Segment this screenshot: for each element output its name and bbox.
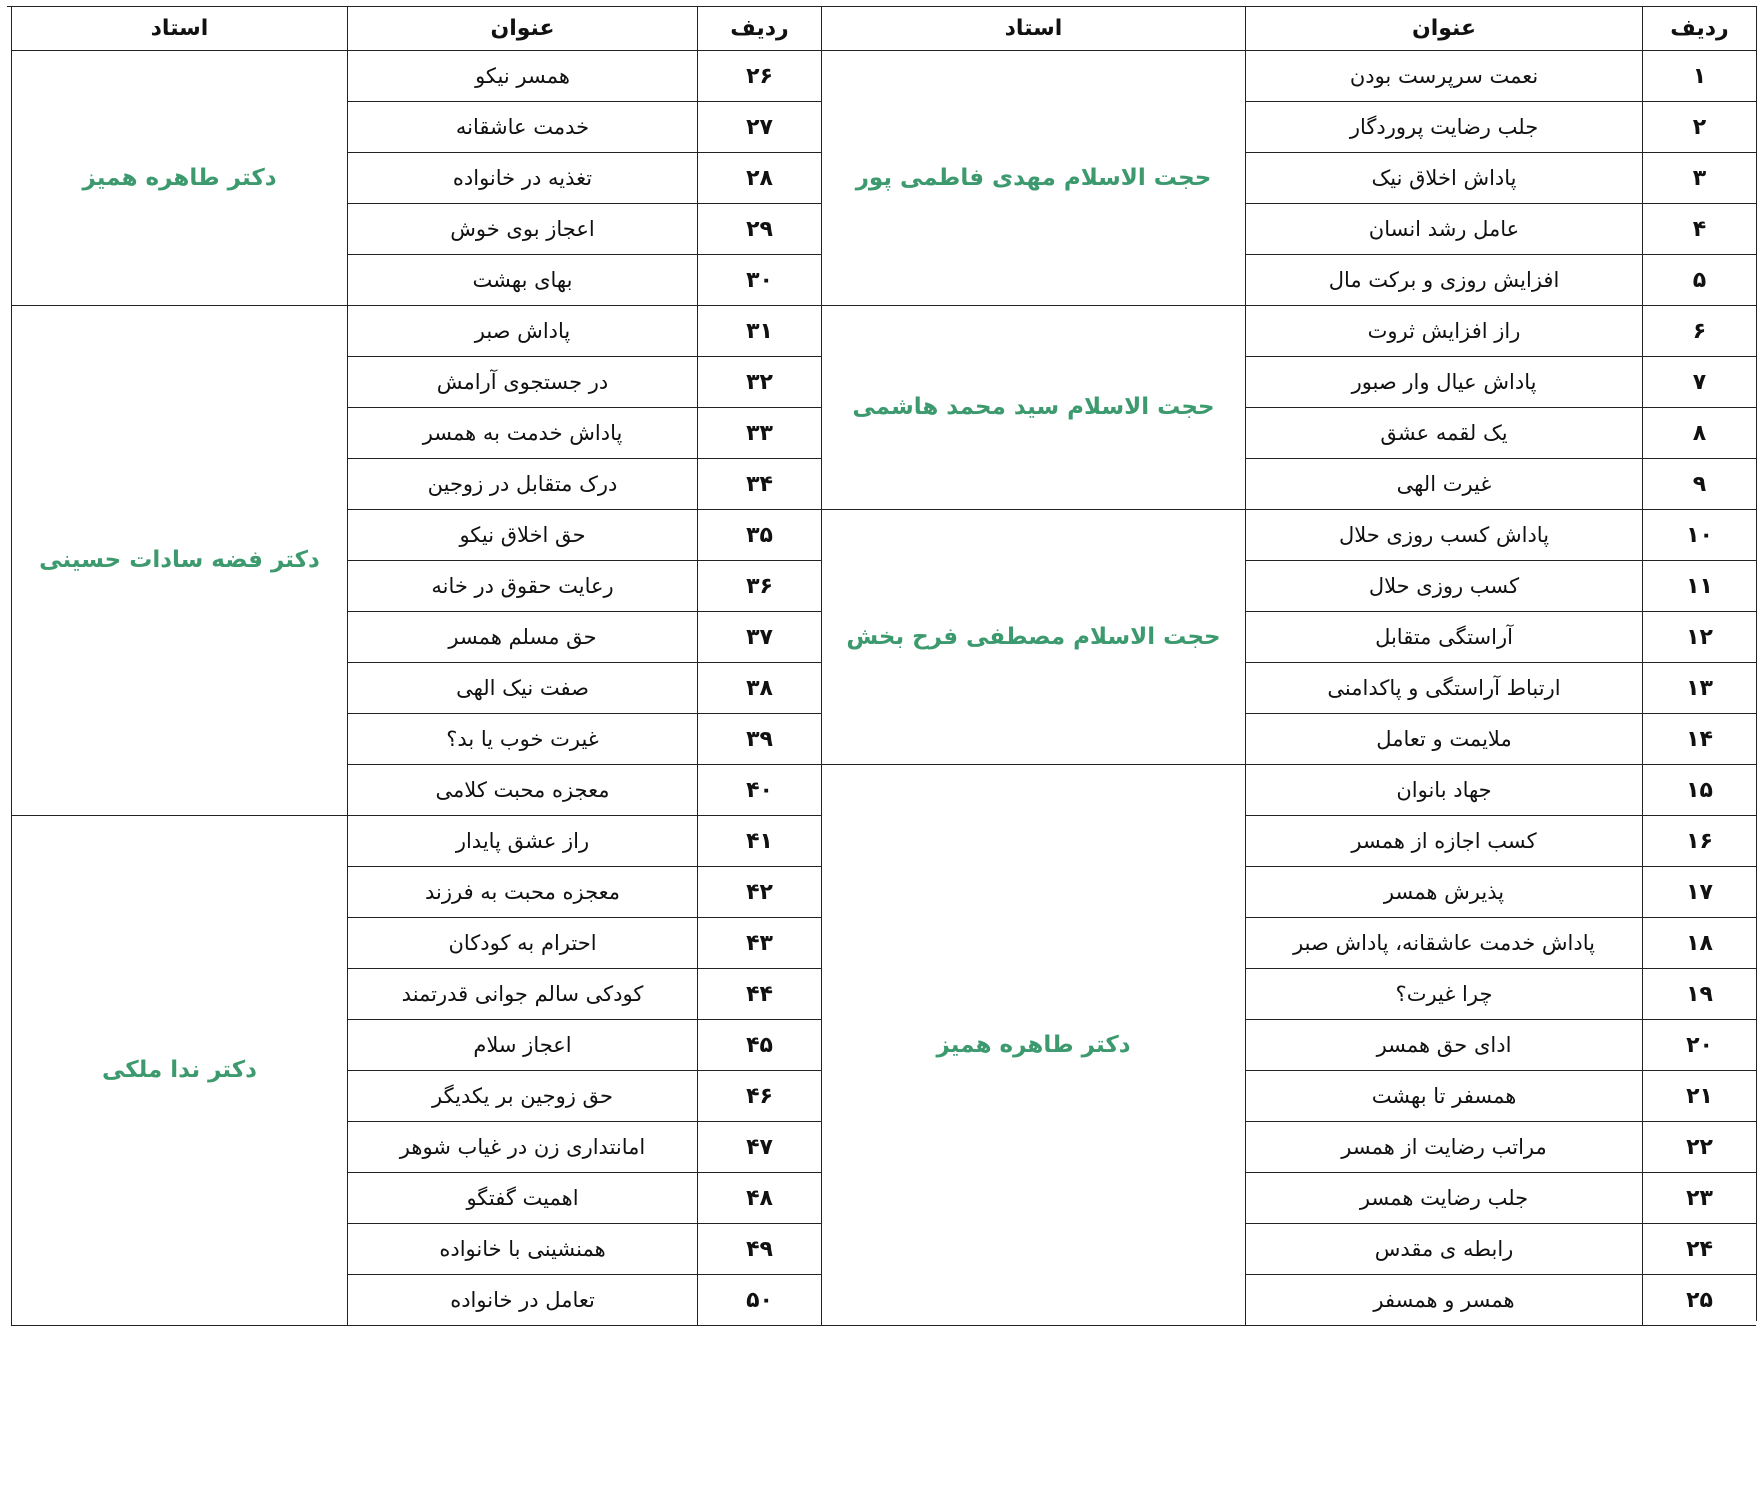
row-number-cell: ۳۴ [697,459,821,510]
row-number-cell: ۴۸ [697,1173,821,1224]
header-title-right: عنوان [1245,7,1642,51]
session-title-cell: پاداش خدمت به همسر [347,408,697,459]
session-title-cell: افزایش روزی و برکت مال [1245,255,1642,306]
session-title-cell: بهای بهشت [347,255,697,306]
row-number-cell: ۴۷ [697,1122,821,1173]
header-title-left: عنوان [347,7,697,51]
row-number-cell: ۲ [1642,102,1756,153]
row-number-cell: ۲۸ [697,153,821,204]
row-number-cell: ۳ [1642,153,1756,204]
row-number-cell: ۴۴ [697,969,821,1020]
header-row-number-right: ردیف [1642,7,1756,51]
row-number-cell: ۱۶ [1642,816,1756,867]
row-number-cell: ۳۱ [697,306,821,357]
session-title-cell: احترام به کودکان [347,918,697,969]
session-title-cell: درک متقابل در زوجین [347,459,697,510]
course-table [7,6,1757,1321]
row-number-cell: ۱۵ [1642,765,1756,816]
row-number-cell: ۲۷ [697,102,821,153]
row-number-cell: ۱۲ [1642,612,1756,663]
teacher-cell: حجت الاسلام سید محمد هاشمی [821,306,1245,510]
session-title-cell: در جستجوی آرامش [347,357,697,408]
session-title-cell: معجزه محبت به فرزند [347,867,697,918]
session-title-cell: عامل رشد انسان [1245,204,1642,255]
row-number-cell: ۴۵ [697,1020,821,1071]
session-title-cell: همسر نیکو [347,51,697,102]
session-title-cell: پاداش عیال وار صبور [1245,357,1642,408]
session-title-cell: پاداش کسب روزی حلال [1245,510,1642,561]
header-teacher-left: استاد [11,7,347,51]
session-title-cell: همنشینی با خانواده [347,1224,697,1275]
row-number-cell: ۱۰ [1642,510,1756,561]
row-number-cell: ۴۶ [697,1071,821,1122]
row-number-cell: ۱۸ [1642,918,1756,969]
row-number-cell: ۴۹ [697,1224,821,1275]
session-title-cell: کسب روزی حلال [1245,561,1642,612]
session-title-cell: حق زوجین بر یکدیگر [347,1071,697,1122]
session-title-cell: حق مسلم همسر [347,612,697,663]
session-title-cell: امانتداری زن در غیاب شوهر [347,1122,697,1173]
session-title-cell: مراتب رضایت از همسر [1245,1122,1642,1173]
row-number-cell: ۲۴ [1642,1224,1756,1275]
teacher-cell: دکتر ندا ملکی [11,816,347,1326]
session-title-cell: پاداش خدمت عاشقانه، پاداش صبر [1245,918,1642,969]
row-number-cell: ۳۸ [697,663,821,714]
session-title-cell: همسفر تا بهشت [1245,1071,1642,1122]
session-title-cell: رابطه ی مقدس [1245,1224,1642,1275]
row-number-cell: ۱۹ [1642,969,1756,1020]
row-number-cell: ۳۲ [697,357,821,408]
session-title-cell: اعجاز سلام [347,1020,697,1071]
session-title-cell: جهاد بانوان [1245,765,1642,816]
row-number-cell: ۳۳ [697,408,821,459]
session-title-cell: پذیرش همسر [1245,867,1642,918]
row-number-cell: ۱۴ [1642,714,1756,765]
header-teacher-right: استاد [821,7,1245,51]
row-number-cell: ۷ [1642,357,1756,408]
row-number-cell: ۴۰ [697,765,821,816]
session-title-cell: کسب اجازه از همسر [1245,816,1642,867]
row-number-cell: ۳۰ [697,255,821,306]
row-number-cell: ۱۷ [1642,867,1756,918]
row-number-cell: ۲۶ [697,51,821,102]
teacher-cell: دکتر طاهره همیز [821,765,1245,1326]
row-number-cell: ۲۹ [697,204,821,255]
row-number-cell: ۵۰ [697,1275,821,1326]
session-title-cell: چرا غیرت؟ [1245,969,1642,1020]
session-title-cell: یک لقمه عشق [1245,408,1642,459]
row-number-cell: ۲۳ [1642,1173,1756,1224]
row-number-cell: ۴۲ [697,867,821,918]
session-title-cell: همسر و همسفر [1245,1275,1642,1326]
teacher-cell: حجت الاسلام مصطفی فرح بخش [821,510,1245,765]
session-title-cell: غیرت خوب یا بد؟ [347,714,697,765]
session-title-cell: ادای حق همسر [1245,1020,1642,1071]
row-number-cell: ۴ [1642,204,1756,255]
session-title-cell: راز عشق پایدار [347,816,697,867]
session-title-cell: آراستگی متقابل [1245,612,1642,663]
row-number-cell: ۳۷ [697,612,821,663]
teacher-cell: دکتر طاهره همیز [11,51,347,306]
row-number-cell: ۴۱ [697,816,821,867]
row-number-cell: ۳۵ [697,510,821,561]
session-title-cell: معجزه محبت کلامی [347,765,697,816]
session-title-cell: کودکی سالم جوانی قدرتمند [347,969,697,1020]
session-title-cell: جلب رضایت پروردگار [1245,102,1642,153]
row-number-cell: ۱۱ [1642,561,1756,612]
session-title-cell: تغذیه در خانواده [347,153,697,204]
teacher-cell: دکتر فضه سادات حسینی [11,306,347,816]
row-number-cell: ۲۱ [1642,1071,1756,1122]
row-number-cell: ۵ [1642,255,1756,306]
session-title-cell: خدمت عاشقانه [347,102,697,153]
row-number-cell: ۴۳ [697,918,821,969]
session-title-cell: ملایمت و تعامل [1245,714,1642,765]
row-number-cell: ۳۶ [697,561,821,612]
session-title-cell: اعجاز بوی خوش [347,204,697,255]
session-title-cell: پاداش صبر [347,306,697,357]
session-title-cell: رعایت حقوق در خانه [347,561,697,612]
teacher-cell: حجت الاسلام مهدی فاطمی پور [821,51,1245,306]
row-number-cell: ۸ [1642,408,1756,459]
row-number-cell: ۲۲ [1642,1122,1756,1173]
session-title-cell: غیرت الهی [1245,459,1642,510]
session-title-cell: راز افزایش ثروت [1245,306,1642,357]
session-title-cell: حق اخلاق نیکو [347,510,697,561]
session-title-cell: تعامل در خانواده [347,1275,697,1326]
session-title-cell: جلب رضایت همسر [1245,1173,1642,1224]
row-number-cell: ۱ [1642,51,1756,102]
header-row-number-left: ردیف [697,7,821,51]
session-title-cell: نعمت سرپرست بودن [1245,51,1642,102]
session-title-cell: پاداش اخلاق نیک [1245,153,1642,204]
session-title-cell: صفت نیک الهی [347,663,697,714]
row-number-cell: ۲۰ [1642,1020,1756,1071]
row-number-cell: ۶ [1642,306,1756,357]
row-number-cell: ۳۹ [697,714,821,765]
row-number-cell: ۲۵ [1642,1275,1756,1326]
row-number-cell: ۱۳ [1642,663,1756,714]
session-title-cell: اهمیت گفتگو [347,1173,697,1224]
session-title-cell: ارتباط آراستگی و پاکدامنی [1245,663,1642,714]
row-number-cell: ۹ [1642,459,1756,510]
